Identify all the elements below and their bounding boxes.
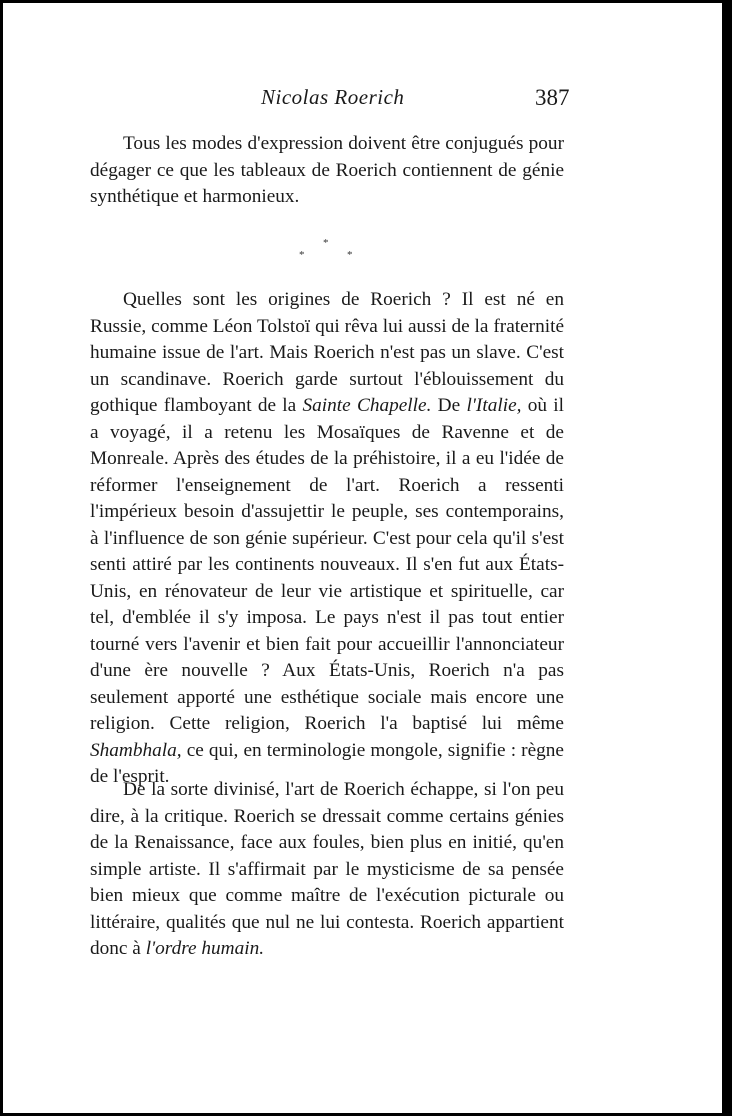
asterism-star: * [347,249,353,261]
text-segment: Quelles sont les origines de Roerich ? Il est né en Russie, comme Léon Tolstoï qui rêva lui aussi de la fraternité humaine issue de l'art. Mais Roerich n'est pas un slave. C'est un scandinave. Roerich garde surtout l'éblouissement du gothique flamboyant de la [90,289,564,416]
paragraph-2 [90,287,564,791]
italic-shambhala: Shambhala, [90,739,182,761]
italic-sainte-chapelle: Sainte Chapelle. [302,395,432,416]
asterism-star: * [299,249,305,261]
italic-italie: l'Italie, [466,395,522,416]
italic-ordre-humain: l'ordre humain. [145,938,265,959]
text-segment: De [431,395,467,416]
paragraph-3-text [90,777,564,963]
asterism [299,237,359,267]
text-segment: ce qui, en terminologie mongole, signifie : règne de l'esprit. [90,739,564,787]
paragraph-1 [90,131,564,211]
asterism-star: * [323,237,329,249]
paragraph-1-text: Tous les modes d'expression doivent être conjugués pour dégager ce que les tableaux de Roerich contiennent de génie synthétique et harmonieux. [90,133,564,207]
paragraph-3 [90,777,564,963]
running-title: Nicolas Roerich [261,85,405,109]
page-number: 387 [535,85,570,110]
paragraph-2-text [90,287,564,791]
text-segment: où il a voyagé, il a retenu les Mosaïques de Ravenne et de Monreale. Après des études de la préhistoire, il a eu l'idée de réformer l'enseignement de l'art. Roerich a ressenti l'impérieux besoin d'assujettir le peuple, ses contemporains, à l'influence de son génie supérieur. C'est pour cela qu'il s'est senti attiré par les continents nouveaux. Il s'en fut aux États-Unis, en rénovateur de leur vie artistique et spirituelle, car tel, d'emblée il s'y imposa. Le pays n'est il pas tout entier tourné vers l'avenir et bien fait pour accueillir l'annonciateur d'une ère nouvelle ? Aux États-Unis, Roerich n'a pas seulement apporté une esthétique sociale mais encore une religion. Cette religion, Roerich l'a baptisé lui même [90,395,564,734]
text-segment: De la sorte divinisé, l'art de Roerich échappe, si l'on peu dire, à la critique. Roerich se dressait comme certains génies de la Renaissance, face aux foules, bien plus en initié, qu'en simple artiste. Il s'affirmait par le mysticisme de sa pensée bien mieux que comme maître de l'exécution picturale ou littéraire, qualités que nul ne lui contesta. Roerich appartient donc à [90,779,564,959]
